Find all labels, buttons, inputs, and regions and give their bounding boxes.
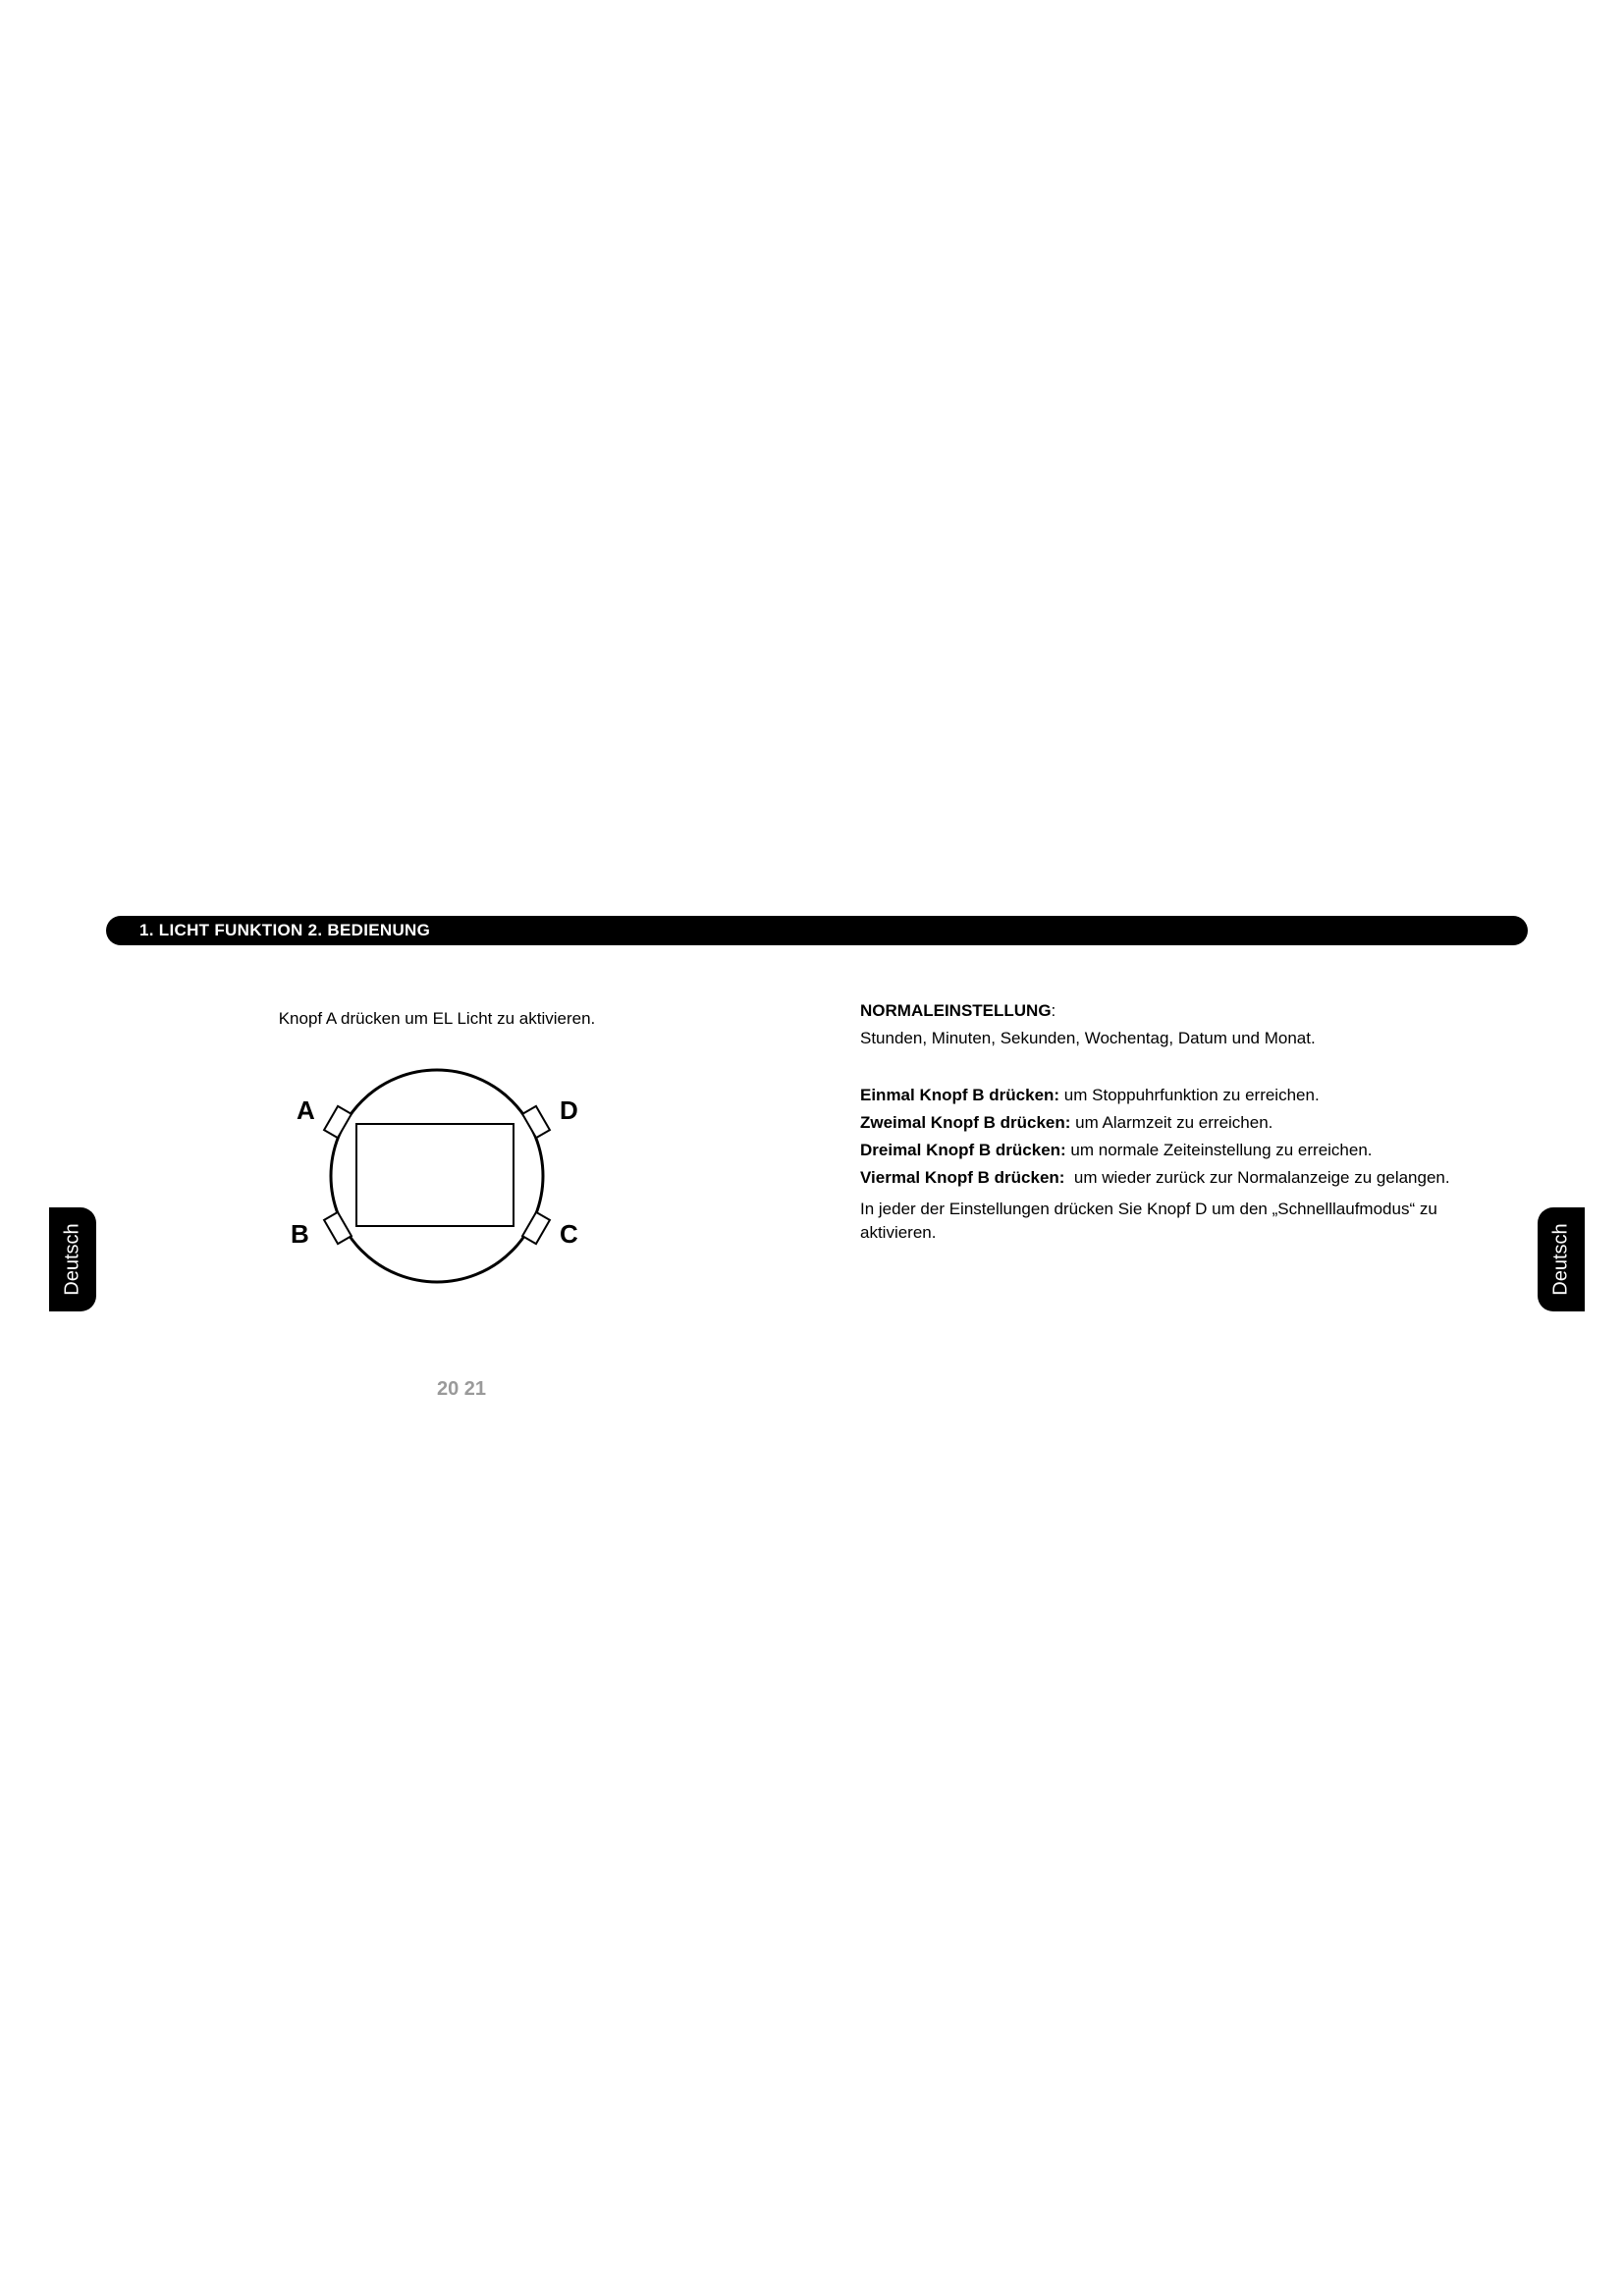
step-2-action: Zweimal Knopf B drücken:: [860, 1113, 1071, 1132]
step-1: [860, 1082, 1518, 1109]
step-4-result: um wieder zurück zur Normalanzeige zu gelangen.: [1064, 1168, 1450, 1187]
step-3: [860, 1137, 1518, 1164]
settings-description: Stunden, Minuten, Sekunden, Wochentag, Datum und Monat.: [860, 1029, 1316, 1047]
language-tab-left-label: Deutsch: [61, 1223, 83, 1296]
button-c-label: C: [560, 1219, 578, 1249]
watch-case-outline: [331, 1070, 543, 1282]
watch-display-screen: [356, 1124, 514, 1226]
section-title: 1. LICHT FUNKTION 2. BEDIENUNG: [139, 921, 431, 939]
step-3-action: Dreimal Knopf B drücken:: [860, 1141, 1066, 1159]
light-instruction: Knopf A drücken um EL Licht zu aktivieren.: [278, 1009, 596, 1028]
button-b-label: B: [291, 1219, 309, 1249]
settings-section: [860, 997, 1518, 1245]
section-header-bar: [106, 916, 1528, 945]
button-a-label: A: [297, 1095, 315, 1125]
step-1-result: um Stoppuhrfunktion zu erreichen.: [1059, 1086, 1320, 1104]
step-2-result: um Alarmzeit zu erreichen.: [1070, 1113, 1273, 1132]
step-4: [860, 1164, 1518, 1192]
language-tab-right-label: Deutsch: [1549, 1223, 1572, 1296]
step-3-result: um normale Zeiteinstellung zu erreichen.: [1065, 1141, 1373, 1159]
watch-diagram: [275, 1060, 609, 1315]
language-tab-right: [1538, 1207, 1585, 1311]
step-1-action: Einmal Knopf B drücken:: [860, 1086, 1060, 1104]
step-2: [860, 1109, 1518, 1137]
button-d-label: D: [560, 1095, 578, 1125]
settings-heading-line: [860, 997, 1518, 1025]
page-numbers: 20 21: [436, 1378, 487, 1400]
button-d-pusher: [522, 1106, 550, 1138]
fast-mode-note: In jeder der Einstellungen drücken Sie Knopf D um den „Schnelllaufmodus“ zu aktivieren.: [860, 1200, 1437, 1242]
button-a-pusher: [324, 1106, 352, 1138]
language-tab-left: [49, 1207, 96, 1311]
spacer: [860, 1052, 1518, 1082]
step-4-action: Viermal Knopf B drücken:: [860, 1168, 1065, 1187]
button-c-pusher: [522, 1212, 550, 1244]
settings-heading: NORMALEINSTELLUNG: [860, 1001, 1052, 1020]
settings-heading-colon: :: [1051, 1001, 1056, 1020]
button-b-pusher: [324, 1212, 352, 1244]
